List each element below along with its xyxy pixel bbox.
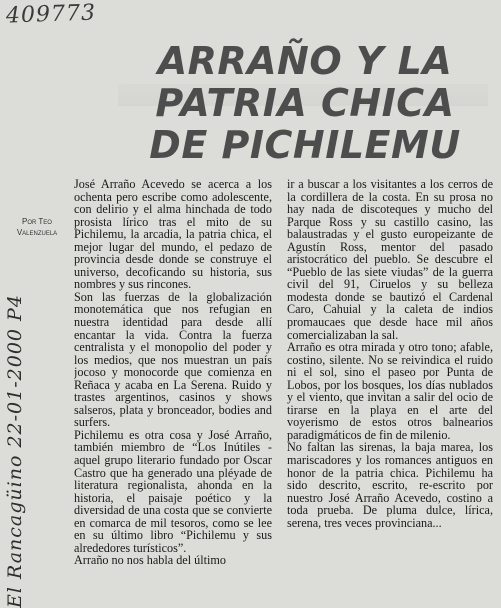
paragraph: Arraño es otra mirada y otro tono; afable, costino, silente. No se reivindica el ruido ni el sol, sino el paseo por Punta de Lobos, por los bosques, los días nublados y el viento, que invitan a salir del ocio de tirarse en la playa en el arte del voyerismo de estos otros balnearios paradigmáticos de fin de milenio. <box>287 340 493 442</box>
headline-line-3: DE PICHILEMU <box>149 123 461 167</box>
headline-line-1: ARRAÑO Y LA <box>157 39 453 83</box>
reference-number: 409773 <box>5 0 97 29</box>
article-column-1 <box>74 178 272 600</box>
paragraph: Pichilemu es otra cosa y José Arraño, también miembro de “Los Inútiles - aquel grupo literario fundado por Oscar Castro que ha generado una pléyade de literatura regionalista, ahonda en la historia, el paisaje poético y la diversidad de una costa que se convierte en comarca de mil tesoros, como se lee en su último libro “Pichilemu y sus alrededores turísticos”. <box>74 427 272 555</box>
byline <box>6 216 68 238</box>
paragraph: Son las fuerzas de la globalización monotemática que nos refugian en nuestra identidad para desde allí encantar la vida. Contra la fuerza centralista y el monopolio del poder y los medios, que nos muestran un país jocoso y monocorde que comienza en Reñaca y acaba en La Serena. Ruido y trastes argentinos, casinos y shows salseros, plata y bronceador, bodies and surfers. <box>74 289 272 430</box>
headline-line-2: PATRIA CHICA <box>155 81 455 125</box>
paragraph: No faltan las sirenas, la baja marea, los mariscadores y los romances antiguos en honor de la patria chica. Pichilemu ha sido descrito, escrito, re-escrito por nuestro José Arraño Acevedo, costino a toda prueba. De pluma dulce, lírica, serena, tres veces provinciana... <box>287 440 493 530</box>
paragraph: ir a buscar a los visitantes a los cerros de la cordillera de la costa. En su prosa no hay nada de discoteques y mucho del Parque Ross y su castillo casino, las balaustradas y el gusto europeizante de Agustín Ross, mentor del pasado aristocrático del pueblo. Se descubre el “Pueblo de las siete viudas” de la guerra civil del 91, Ciruelos y su belleza modesta donde se bautizó el Cardenal Caro, Cahuial y la caleta de indios promaucaes que desde hace mil años comercializaban la sal. <box>287 178 493 342</box>
headline <box>120 40 490 166</box>
byline-prefix: Por Teo <box>22 217 52 226</box>
handwritten-source-note: El Rancagüino 22-01-2000 P4 <box>4 294 26 608</box>
paragraph: José Arraño Acevedo se acerca a los ochenta pero escribe como adolescente, con delirio y el alma hinchada de todo prosista lírico tras el mito de su Pichilemu, la arcadia, la patria chica, el mejor lugar del mundo, el pedazo de provincia desde donde se construye el universo, decoficando su historia, sus nombres y sus rincones. <box>74 178 272 292</box>
article-column-2 <box>287 178 493 600</box>
paragraph: Arraño no nos habla del último <box>74 553 226 568</box>
byline-author: Valenzuela <box>16 228 58 237</box>
